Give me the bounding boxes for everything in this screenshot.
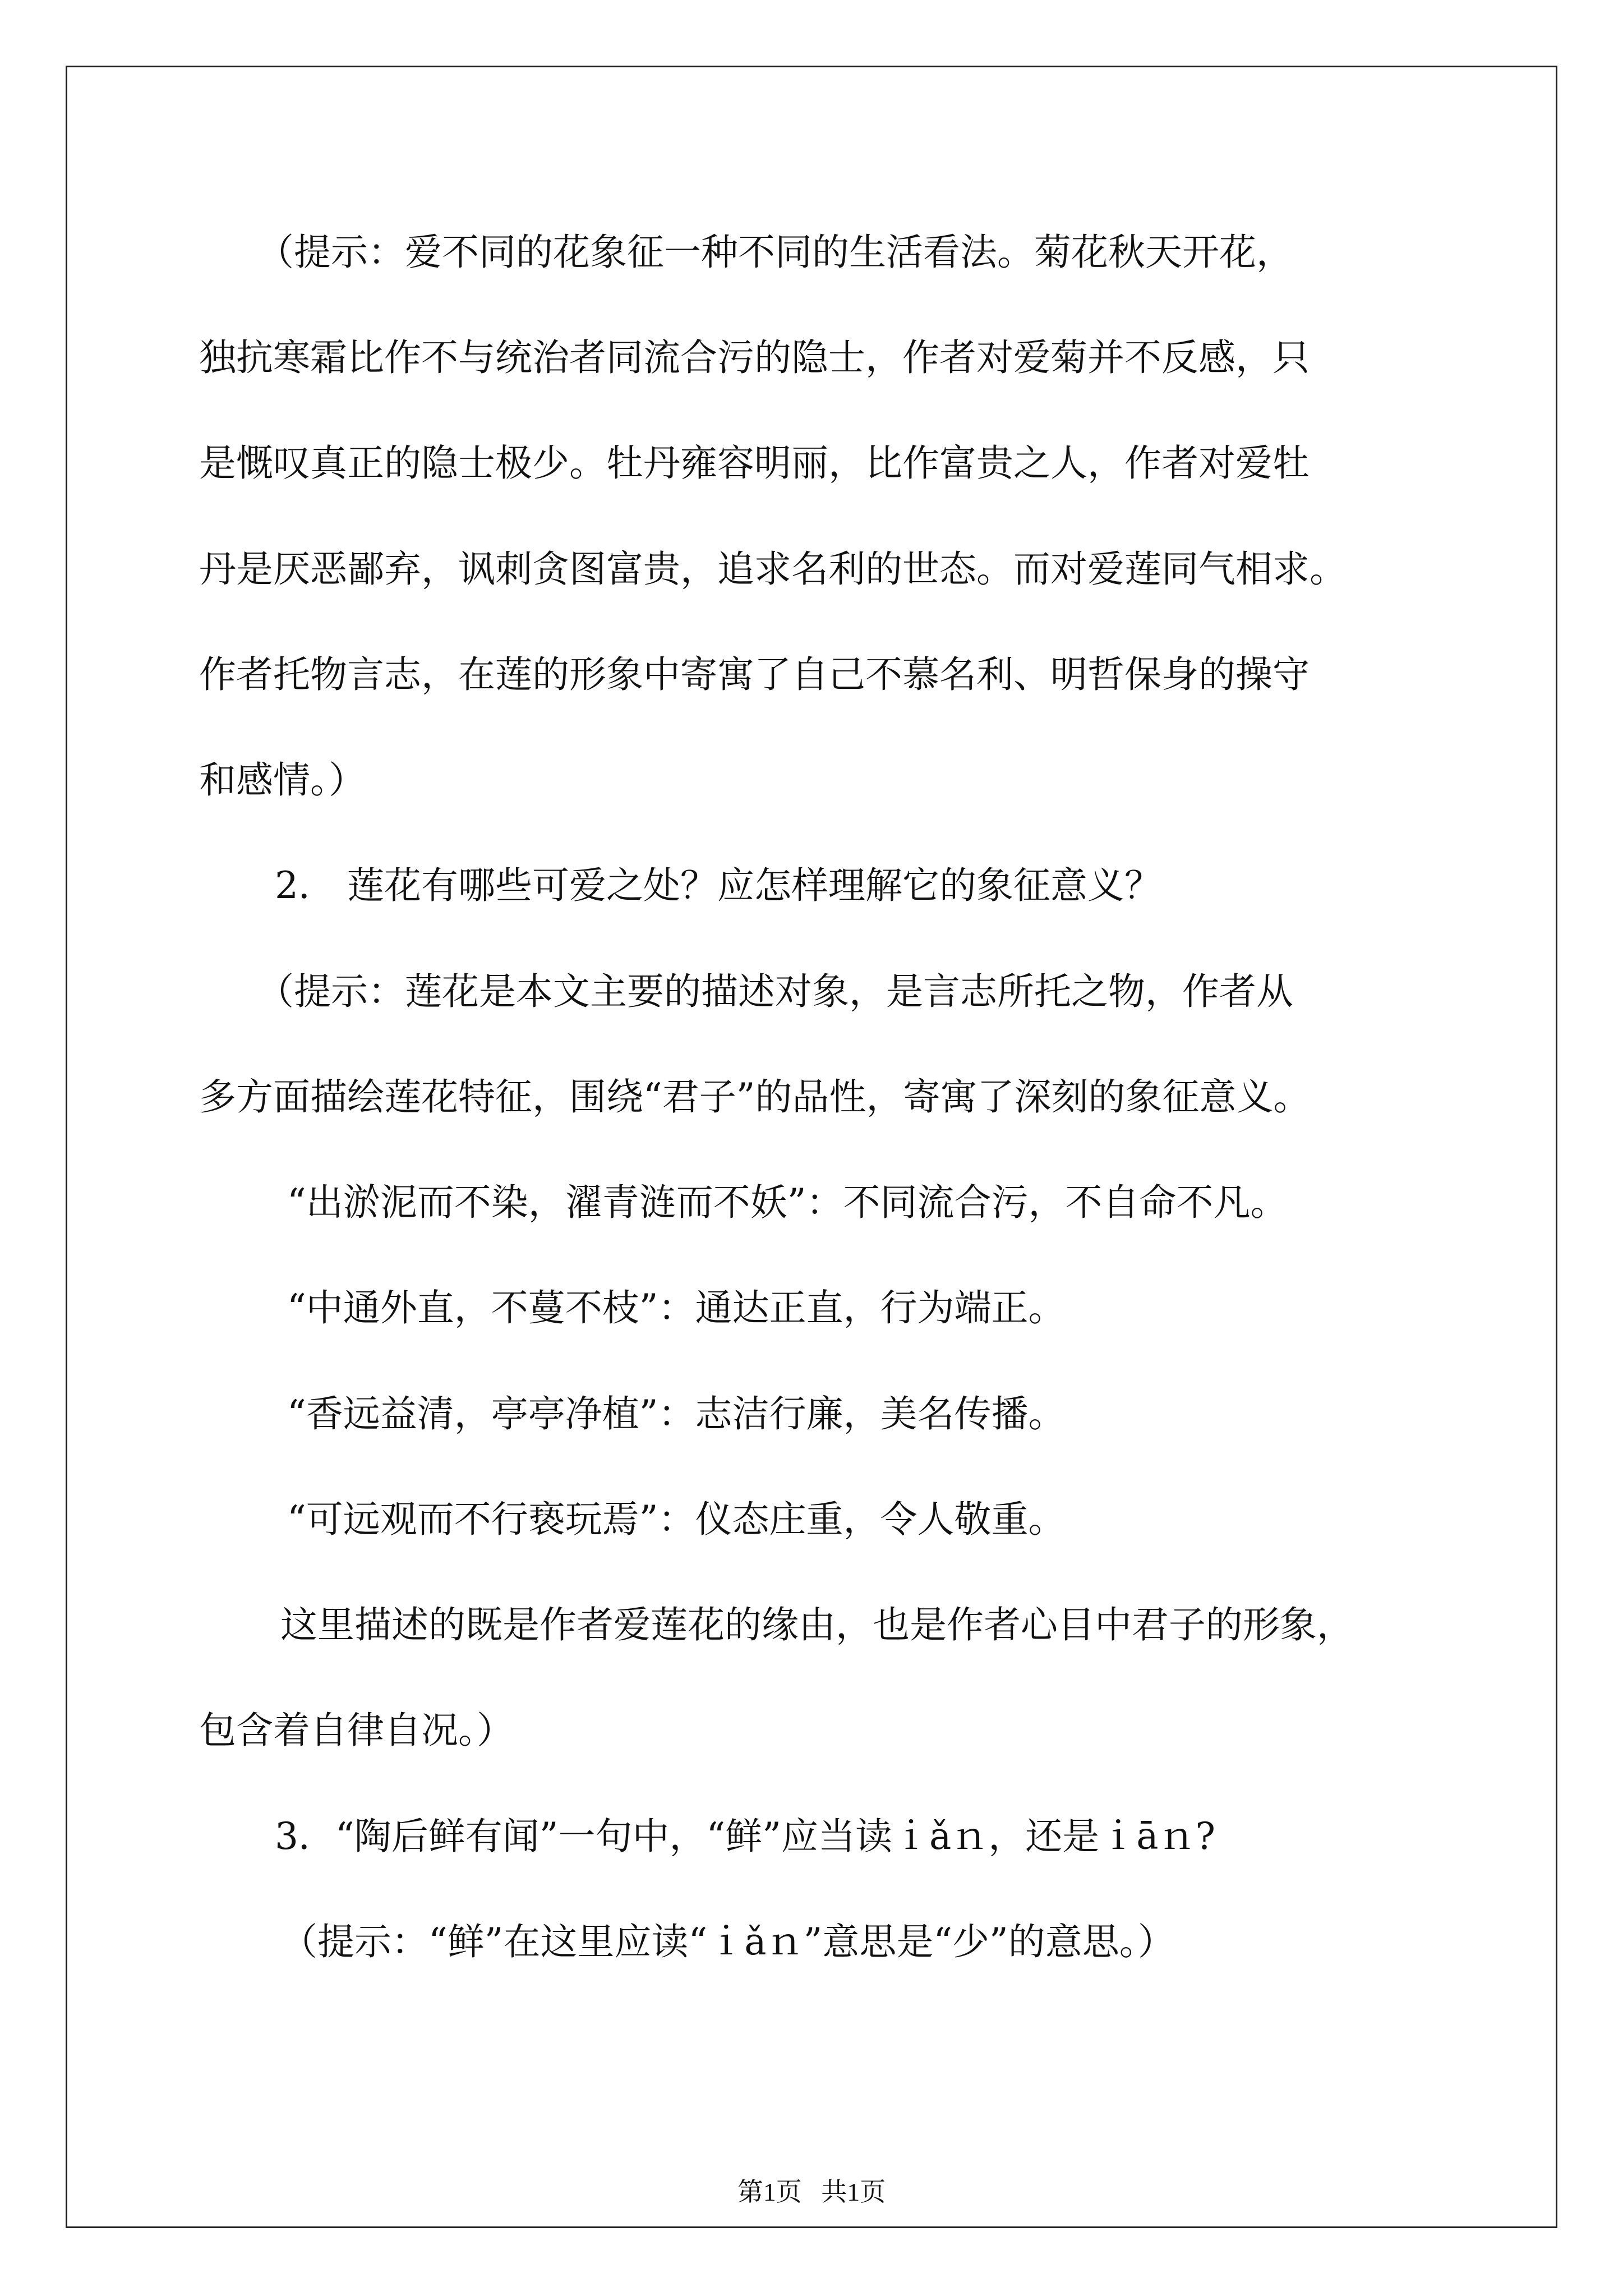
paragraph-line: （提示：莲花是本文主要的描述对象，是言志所托之物，作者从	[257, 970, 1293, 1013]
quote-line: “可远观而不行亵玩焉”：仪态庄重，令人敬重。	[287, 1498, 1066, 1541]
paragraph-line: 丹是厌恶鄙弃，讽刺贪图富贵，追求名利的世态。而对爱莲同气相求。	[199, 547, 1347, 591]
paragraph-line: 包含着自律自况。）	[199, 1709, 514, 1752]
question-2: 2． 莲花有哪些可爱之处？应怎样理解它的象征意义？	[275, 864, 1161, 907]
paragraph-line: 多方面描绘莲花特征，围绕“君子”的品性，寄寓了深刻的象征意义。	[199, 1075, 1311, 1119]
page-border	[66, 66, 1557, 2228]
page-number-footer: 第1页 共1页	[737, 2178, 886, 2206]
paragraph-line: （提示：爱不同的花象征一种不同的生活看法。菊花秋天开花，	[257, 231, 1293, 274]
quote-line: “香远益清，亭亭净植”：志洁行廉，美名传播。	[287, 1392, 1066, 1435]
paragraph-line: 是慨叹真正的隐士极少。牡丹雍容明丽，比作富贵之人，作者对爱牡	[199, 441, 1310, 485]
quote-line: “中通外直，不蔓不枝”：通达正直，行为端正。	[287, 1286, 1066, 1329]
paragraph-line: 这里描述的既是作者爱莲花的缘由，也是作者心目中君子的形象，	[280, 1603, 1354, 1646]
quote-line: “出淤泥而不染，濯青涟而不妖”：不同流合污，不自命不凡。	[287, 1181, 1288, 1224]
paragraph-line: （提示：“鲜”在这里应读“ｉǎｎ”意思是“少”的意思。）	[280, 1920, 1175, 1963]
paragraph-line: 作者托物言志，在莲的形象中寄寓了自己不慕名利、明哲保身的操守	[199, 653, 1310, 696]
paragraph-line: 和感情。）	[199, 758, 366, 802]
paragraph-line: 独抗寒霜比作不与统治者同流合污的隐士，作者对爱菊并不反感，只	[199, 336, 1310, 379]
question-3: 3．“陶后鲜有闻”一句中，“鲜”应当读ｉǎｎ，还是ｉāｎ?	[275, 1815, 1216, 1858]
